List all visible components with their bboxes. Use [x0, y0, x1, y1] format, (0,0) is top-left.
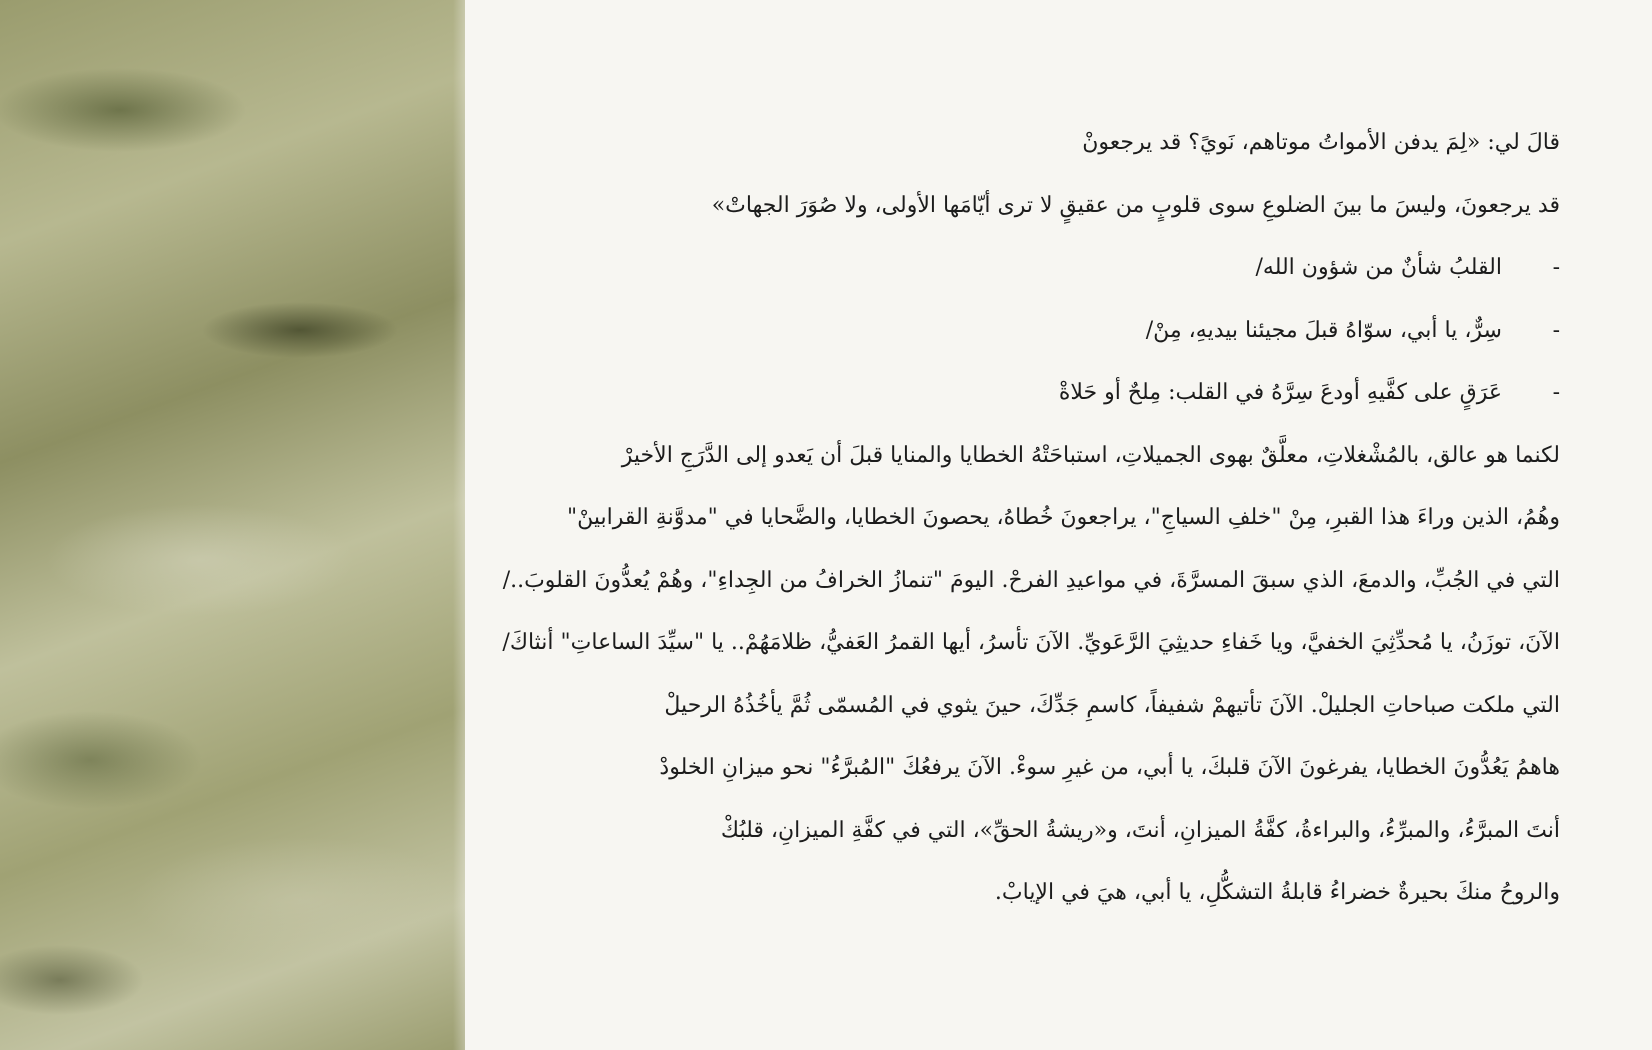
poem-text — [400, 112, 1560, 925]
dash-marker: - — [1552, 255, 1560, 280]
poem-line: والروحُ منكَ بحيرةٌ خضراءُ قابلةُ التشكُّلِ، يا أبي، هيَ في الإيابْ. — [994, 880, 1560, 905]
poem-line: وهُمُ، الذين وراءَ هذا القبرِ، مِنْ "خلفِ السياجِ"، يراجعونَ خُطاهُ، يحصونَ الخطايا، والضَّحايا في "مدوَّنةِ القرابينْ" — [566, 505, 1560, 530]
dash-line-text: عَرَقٍ على كفَّيهِ أودعَ سِرَّهُ في القلب: مِلحٌ أو حَلاةْ — [1058, 380, 1502, 405]
poem-line: الآنَ، توزَنُ، يا مُحدِّثِيَ الخفيَّ، ويا خَفاءِ حديثِيَ الرَّعَويِّ. الآنَ تأسرُ، أيها القمرُ العَفيُّ، ظلامَهُمْ.. يا "سيِّدَ الساعاتِ" أنثاكَ/ — [502, 630, 1560, 655]
dash-line — [400, 362, 1560, 425]
poem-line: قالَ لي: «لِمَ يدفن الأمواتُ موتاهم، نَويً؟ قد يرجعونْ — [1082, 130, 1560, 155]
rock-photo — [0, 0, 465, 1050]
poem-line: التي ملكت صباحاتِ الجليلْ. الآنَ تأتيهمْ شفيفاً، كاسمِ جَدِّكَ، حينَ يثوي في المُسمّى ثُمَّ يأخُذُهُ الرحيلْ — [664, 692, 1560, 718]
dash-line — [400, 237, 1560, 300]
dash-line-text: سِرٌّ، يا أبي، سوّاهُ قبلَ مجيئنا بيديهِ، مِنْ/ — [1145, 317, 1502, 343]
dash-line-text: القلبُ شأنٌ من شؤون الله/ — [1255, 255, 1502, 280]
poem-line: قد يرجعونَ، وليسَ ما بينَ الضلوعِ سوى قلوبٍ من عقيقٍ لا ترى أيّامَها الأولى، ولا صُوَرَ الجهاتْ» — [711, 192, 1560, 218]
poem-line: أنتَ المبرَّءُ، والمبرِّءُ، والبراءةُ، كفَّةُ الميزانِ، أنتَ، و«ريشةُ الحقِّ»، التي في كفَّةِ الميزانِ، قلبُكْ — [720, 817, 1560, 843]
poem-line: هاهمُ يَعُدُّونَ الخطايا، يفرغونَ الآنَ قلبكَ، يا أبي، من غيرِ سوءْ. الآنَ يرفعُكَ "المُبرَّءُ" نحو ميزانِ الخلودْ — [659, 755, 1560, 780]
poem-line: لكنما هو عالق، بالمُشْغلاتِ، معلَّقٌ بهوى الجميلاتِ، استباحَتْهُ الخطايا والمنايا قبلَ أن يَعدو إلى الدَّرَجِ الأخيرْ — [621, 442, 1560, 468]
poem-line: التي في الجُبِّ، والدمعَ، الذي سبقَ المسرَّةَ، في مواعيدِ الفرحْ. اليومَ "تنمازُ الخرافُ من الجِداءِ"، وهُمْ يُعدُّونَ القلوبَ../ — [502, 567, 1560, 593]
dash-marker: - — [1552, 317, 1560, 343]
dash-line — [400, 300, 1560, 363]
dash-marker: - — [1552, 380, 1560, 405]
